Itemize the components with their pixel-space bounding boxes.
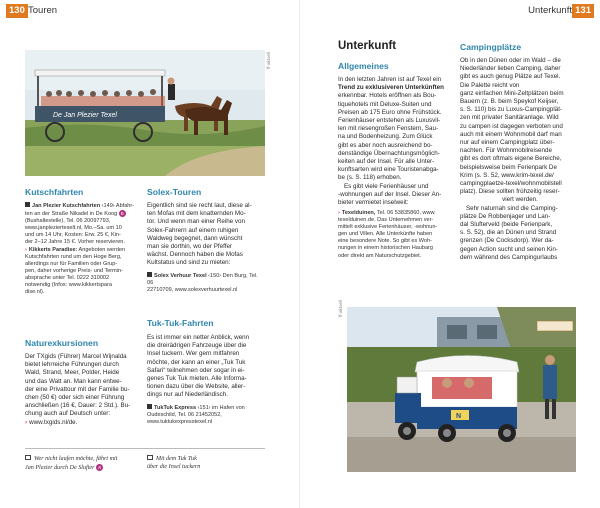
square-bullet-icon (147, 404, 152, 409)
body-line: ten Mofas mit dem knatternden Mo- (147, 210, 246, 218)
body-line: na und Bodenheizung. Zum Glück (338, 133, 433, 141)
photo-reference-icon (25, 455, 31, 460)
body-line: s. S. 110) bis zu Luxus-Campingplät- (460, 106, 563, 114)
texelduinen-text: gen und Villen. Alle Unterkünfte haben (338, 231, 433, 238)
heading-tuktuk: Tuk-Tuk-Fahrten (147, 318, 214, 328)
body-line: dings nur auf Niederländisch. (147, 391, 228, 399)
right-page-number: 131 (572, 4, 594, 18)
solex-body (147, 202, 265, 268)
texelduinen-text: eine besondere Note. So gibt es Woh- (338, 238, 432, 245)
body-line: der eine Privattour mit der Familie bu- (25, 385, 130, 393)
tuktuk-photo-graphic (347, 307, 576, 472)
caption-line: Mit dem Tuk Tuk (156, 456, 197, 462)
body-line: campingplaetze-texel/wohnmobilstell (460, 180, 562, 188)
body-line: -wohnungen auf der Insel. Dieser An- (338, 190, 442, 198)
body-line: Es ist immer ein netter Anblick, wenn (147, 334, 250, 341)
jan-plezier-text: Abfahr- (115, 203, 135, 209)
body-line: bietet lehrreiche Führungen durch (25, 361, 119, 369)
body-line: erkennbar. Hotels eröffnen als Bou- (338, 92, 437, 100)
body-line: auch mit einem Wohnmobil darf man (460, 130, 562, 138)
caption-rule (25, 448, 265, 449)
body-line: wächst. Dennoch haben die Mofas (147, 251, 243, 259)
body-line: die dreirädrigen Fahrzeuge über die (147, 342, 247, 350)
natur-body (25, 353, 143, 427)
body-line: zen mit privater Sanitäranlage. Wild (460, 114, 559, 122)
body-line: Safari“ teilnehmen oder sogar in ei- (147, 366, 245, 374)
map-marker-icon: B (96, 464, 103, 471)
tuktuk-photo (347, 307, 576, 472)
texelduinen-name: Texelduinen, (341, 210, 376, 216)
body-line: nur auf einem Campingplatz über- (460, 139, 555, 147)
body-line: len mit riesengroßen Fenstern, Sau- (338, 125, 439, 133)
body-line: dern während des Campingurlaubs (460, 253, 558, 261)
tuktuk-photo-credit: ff-aktuell (338, 300, 343, 317)
body-line: platz). Diese sollten frühzeitig reser- (460, 188, 560, 196)
tuktuk-ref: ‹151› (197, 405, 211, 411)
body-line: genes Tuk Tuk mieten. Alle Informa- (147, 375, 247, 383)
body-line: keiten auf der Insel. Für alle Unter- (338, 158, 435, 166)
right-section-label: Unterkunft (528, 5, 572, 16)
body-line: anschließen (16 €, Dauer: 2 Std.). Bu- (25, 402, 131, 410)
body-line: viert werden. (502, 196, 538, 204)
body-line: gegen Action sucht und seinen Kin- (460, 245, 558, 253)
kutsche-photo (25, 50, 265, 176)
body-line: Wald, Strand, Meer, Polder, Heide (25, 369, 120, 377)
body-line: Sehr naturnah sind die Camping- (466, 204, 558, 212)
tuktuk-url: www.tuktukexpresstexel.nl (147, 419, 213, 426)
kikkerts-name: Kikkerts Paradise: (28, 246, 78, 253)
kikkerts-text: Kutschfahrten rund um den Hoge Berg, (25, 253, 122, 260)
texelduinen-text: texelduinen.de. Das Unternehmen ver- (338, 217, 434, 224)
body-line: Preisen ab 175 Euro ohne Frühstück. (338, 108, 442, 116)
body-line: beispielsweise beim Ferienpark De (460, 163, 557, 171)
body-line: Waldweg begegnet, dann wünscht (147, 234, 243, 242)
chapter-title: Unterkunft (338, 40, 397, 52)
kutsche-photo-credit: ff-aktuell (266, 52, 271, 69)
body-line: möchte, der kann an einer „Tuk Tuk (147, 358, 246, 366)
body-line: nachten. Für Wohnmobilreisende (460, 147, 552, 155)
body-line-bold: Trend zu exklusiveren Unterkünften (338, 84, 444, 92)
body-line: gibt es dort oftmals eigene Bereiche, (460, 155, 562, 163)
solex-url: 22710709, www.solexverhuurtexel.nl (147, 287, 238, 294)
body-line: Der TXgids (Führer) Marcel Wijnalda (25, 353, 127, 360)
kikkerts-text: Angeboten werden (78, 246, 126, 253)
jan-plezier-name: Jan Plezier Kutschfahrten (32, 203, 101, 209)
kutsche-photo-graphic (25, 50, 265, 176)
body-line: Ferienhäuser entstehen als Luxusvil- (338, 117, 441, 125)
body-line: grenzen (De Cocksdorp). Wer da- (460, 237, 554, 245)
body-line: denständige Übernachtungsmöglich- (338, 149, 440, 157)
heading-allgemeines: Allgemeines (338, 61, 389, 71)
body-line: Ob in den Dünen oder im Wald – die (460, 57, 561, 64)
texelduinen-text: nungen in einem historischen Haubarg (338, 245, 433, 252)
kikkerts-text: dise.nl). (25, 289, 45, 296)
caption-line: über die Insel tuckern (147, 463, 201, 470)
body-line: Insel tuckern. Wer gern mitfahren (147, 350, 240, 358)
body-line: gibt es auch genug Plätze auf Texel. (460, 73, 561, 81)
solex-verhuur-name: Solex Verhuur Texel (154, 273, 207, 279)
tuktuk-plate: N (456, 413, 462, 420)
body-line: bieter vermietet inselweit: (338, 199, 409, 207)
tuktuk-text: Oudeschild, Tel. 06 21452052, (147, 412, 222, 419)
heading-naturexkursionen: Naturexkursionen (25, 338, 99, 348)
arrow-icon: › (25, 418, 28, 426)
tuktuk-entry (147, 404, 265, 426)
caption-line: Jan Plezier durch De Slufter (25, 464, 95, 471)
left-section-label: Touren (28, 5, 58, 16)
map-marker-icon: B (120, 211, 124, 217)
body-line: Die Palette reicht von (460, 81, 520, 89)
solex-ref: ‹150› (208, 273, 222, 279)
square-bullet-icon (25, 202, 30, 207)
jan-plezier-text: ten an der Straße Nikadel in De Koog (25, 211, 118, 218)
caption-kutsche (25, 455, 143, 472)
square-bullet-icon (147, 272, 152, 277)
right-running-head (300, 4, 600, 18)
body-line: man sie dorthin, wo der Pfeffer (147, 243, 232, 251)
body-line: zu campen ist dagegen verboten und (460, 122, 563, 130)
body-line: Solex-Fahrern auf einem ruhigen (147, 226, 239, 234)
body-line: Bauern (z. B. beim Speykof Keijser, (460, 98, 559, 106)
heading-solex: Solex-Touren (147, 187, 202, 197)
jan-plezier-text: und um 14 Uhr, Kosten: Erw. 25 €, Kin- (25, 232, 121, 239)
arrow-icon: › (25, 246, 27, 253)
body-line: Krim (s. S. 52, www.krim-texel.de/ (460, 171, 554, 179)
body-line: Es gibt viele Ferienhäuser und (344, 182, 429, 190)
body-line: kunftsarten wird eine Touristenabga- (338, 166, 439, 174)
jan-plezier-url: www.janplezierteselt.nl, Mo.–Sa. um 10 (25, 225, 122, 232)
heading-campingplaetze: Campingplätze (460, 42, 522, 52)
body-line: tor. Und wenn man einer Reihe von (147, 218, 245, 226)
kikkerts-text: allerdings nur für Familien oder Grup- (25, 260, 118, 267)
arrow-icon: › (338, 210, 340, 216)
body-line: dal Slufterveld (beide Ferienpark, (460, 221, 553, 229)
right-page (300, 0, 600, 508)
allgemeines-body (338, 76, 456, 207)
body-line: Eigentlich sind sie recht laut, diese al- (147, 202, 252, 209)
body-line: In den letzten Jahren ist auf Texel ein (338, 76, 442, 83)
tuktuk-body (147, 334, 265, 400)
body-line: Kultstatus und sind zu mieten: (147, 259, 231, 267)
heading-kutschfahrten: Kutschfahrten (25, 187, 84, 197)
jan-plezier-ref: ‹149› (101, 203, 115, 209)
body-line: be (s. S. 118) erhoben. (338, 174, 402, 182)
body-line: chung auch auf Deutsch unter: (25, 410, 111, 418)
body-line: ganz einfachen Mini-Zeltplätzen beim (460, 89, 564, 97)
tuktuk-express-name: TukTuk Express (154, 405, 197, 411)
body-line: tionen dazu über die Website, aller- (147, 383, 246, 391)
solex-entry (147, 272, 265, 294)
body-line: s. S. 52), die an Dünen und Strand (460, 229, 557, 237)
body-line: Niederländer lieben Camping, daher (460, 65, 561, 73)
caption-line: Wer nicht laufen möchte, fährt mit (34, 456, 118, 462)
texelduinen-text: oder direkt am Naturschutzgebiet. (338, 252, 422, 259)
texelduinen-text: Tel. 06 53835860, www. (376, 210, 436, 216)
tuktuk-text: im Hafen von (212, 405, 245, 411)
left-running-head (0, 4, 300, 18)
txgids-url: www.txgids.nl/de. (29, 418, 78, 426)
caption-tuktuk (147, 455, 265, 471)
kutsch-entries (25, 202, 143, 296)
body-line: plätze De Robbenjager und Lan- (460, 212, 551, 220)
photo-reference-icon (147, 455, 153, 460)
body-line: und das Watt an. Man kann entwe- (25, 377, 122, 385)
kikkerts-text: notwendig (Infos: www.kikkertspara (25, 282, 112, 289)
kikkerts-text: absprache unter Tel. 0222 310002 (25, 274, 110, 281)
camping-body (460, 57, 580, 262)
kikkerts-text: pen, daher vorherige Preis- und Termin- (25, 267, 123, 274)
left-page-number: 130 (6, 4, 28, 18)
texelduinen-text: mittelt exklusive Ferienhäuser, -wohnun- (338, 224, 438, 231)
body-line: gibt es aber noch ausreichend bo- (338, 141, 433, 149)
solex-text: Den Burg, Tel. 06 (147, 273, 258, 287)
body-line: chen (50 €) oder sich einer Führung (25, 394, 125, 402)
kutsche-sign: De Jan Plezier Texel (53, 112, 117, 119)
body-line: tiquehotels mit Deluxe-Suiten und (338, 100, 432, 108)
jan-plezier-text: (Bushaltestelle), Tel. 06 20097793, (25, 218, 111, 225)
texelduinen-entry (338, 210, 456, 260)
jan-plezier-text: der 2–12 Jahre 15 €. Vorher reservieren. (25, 239, 125, 246)
